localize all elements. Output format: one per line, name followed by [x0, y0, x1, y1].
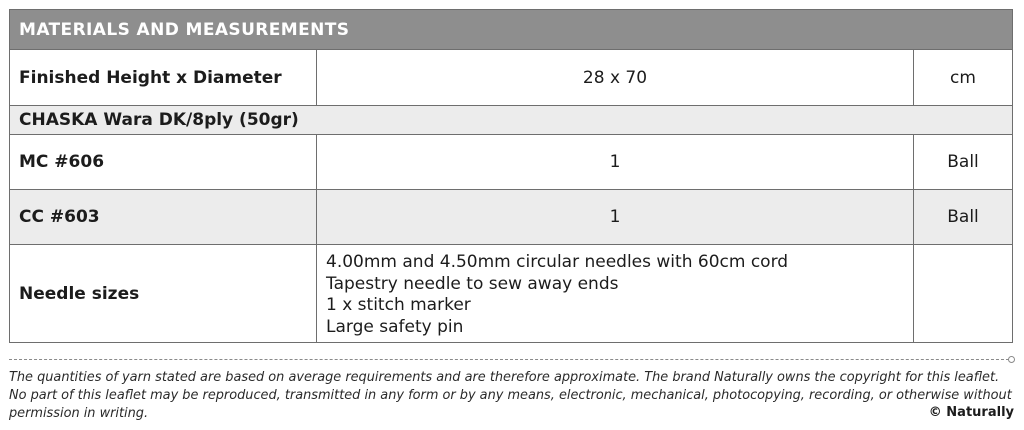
list-item: 4.00mm and 4.50mm circular needles with 60cm cord [326, 252, 789, 272]
table-header: MATERIALS AND MEASUREMENTS [10, 10, 1012, 50]
row-label: MC #606 [10, 135, 317, 189]
divider-end-circle-icon [1008, 356, 1015, 363]
materials-table [9, 9, 1013, 343]
table-row-mc [10, 135, 1012, 190]
table-row-needles [10, 245, 1012, 342]
table-row-yarn [10, 106, 1012, 135]
list-item: 1 x stitch marker [326, 295, 471, 315]
yarn-label: CHASKA Wara DK/8ply (50gr) [19, 110, 299, 130]
row-label: Finished Height x Diameter [10, 50, 317, 105]
row-value: 28 x 70 [317, 50, 914, 105]
copyright-disclaimer: The quantities of yarn stated are based on average requirements and are therefore approximate. The brand Naturally owns the copyright for this leaflet. No part of this leaflet may be reproduced, transmitted in any form or by any means, electronic, mechanical, photocopying, recording, or otherwise without permission in writing. [9, 370, 1012, 421]
row-unit-empty [914, 245, 1012, 342]
list-item: Large safety pin [326, 316, 464, 337]
copyright-mark: © Naturally [928, 405, 1014, 420]
row-unit: Ball [947, 207, 979, 227]
row-unit: cm [950, 67, 976, 88]
list-item: Tapestry needle to sew away ends [326, 273, 619, 294]
dashed-divider [9, 359, 1009, 360]
table-row-height-diameter [10, 50, 1012, 106]
row-unit: Ball [947, 152, 979, 172]
row-label: Needle sizes [10, 245, 317, 342]
row-value: 1 [317, 190, 914, 244]
table-row-cc [10, 190, 1012, 245]
needle-list [317, 245, 914, 342]
row-label: CC #603 [10, 190, 317, 244]
row-value: 1 [317, 135, 914, 189]
